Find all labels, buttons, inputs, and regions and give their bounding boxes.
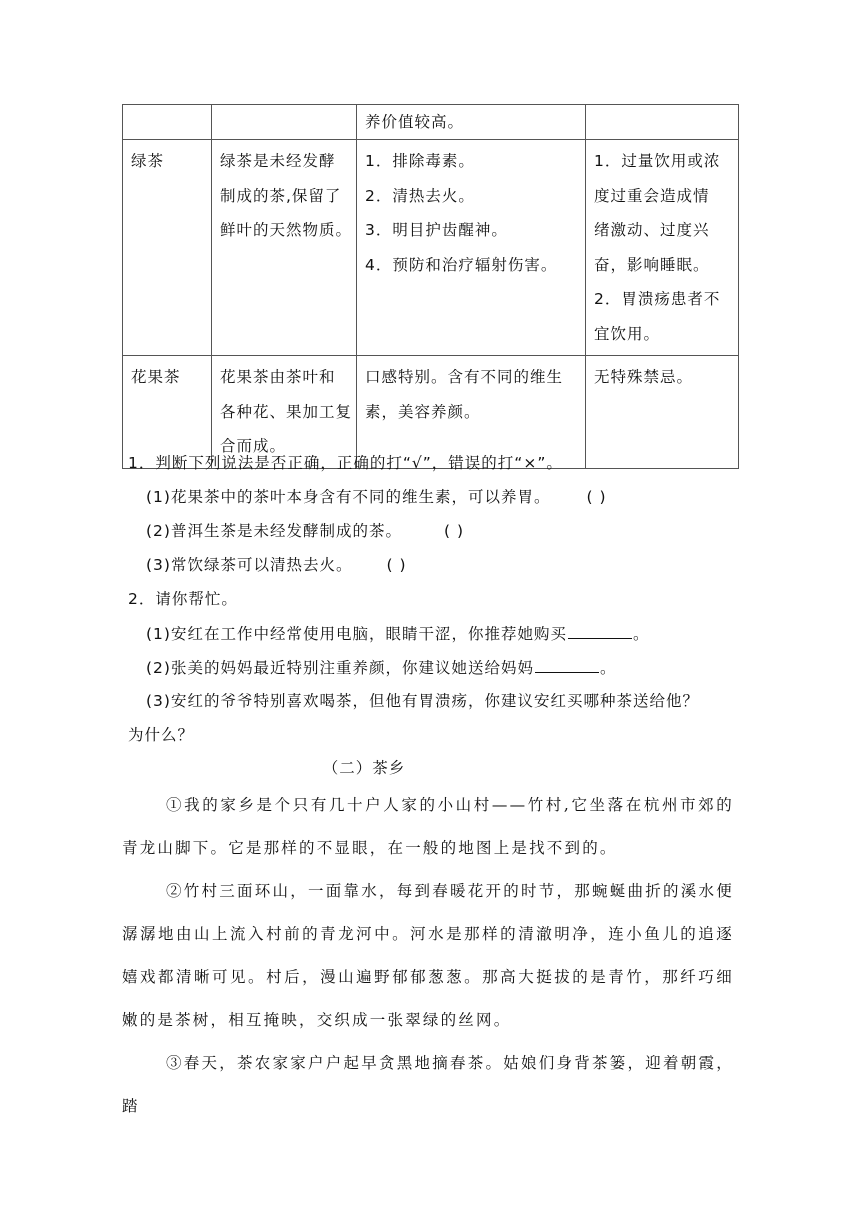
cell-text: 1．排除毒素。 bbox=[365, 152, 475, 170]
cell-text: 鲜叶的天然物质。 bbox=[220, 221, 353, 239]
cell-text: 2．胃溃疡患者不 bbox=[594, 290, 721, 308]
cell-text: 3．明目护齿醒神。 bbox=[365, 221, 508, 239]
tea-name: 花果茶 bbox=[131, 368, 181, 386]
answer-paren[interactable]: ( ) bbox=[386, 556, 407, 574]
table-cell-desc bbox=[212, 105, 357, 140]
cell-text: 绪激动、过度兴 bbox=[594, 221, 710, 239]
question-2-item-continued: 为什么？ bbox=[128, 726, 195, 744]
cell-text: 2．清热去火。 bbox=[365, 186, 475, 205]
table-cell-taboo bbox=[586, 140, 739, 356]
passage-paragraph: ③春天，茶农家家户户起早贪黑地摘春茶。姑娘们身背茶篓，迎着朝霞，踏 bbox=[122, 1054, 734, 1115]
cell-text: 奋，影响睡眠。 bbox=[594, 255, 710, 274]
table-cell-name bbox=[123, 140, 212, 356]
cell-text: 各种花、果加工复 bbox=[220, 402, 353, 421]
passage-paragraph: ②竹村三面环山，一面靠水，每到春暖花开的时节，那蜿蜒曲折的溪水便潺潺地由山上流入村前的青龙河中。河水是那样的清澈明净，连小鱼儿的追逐嬉戏都清晰可见。村后，漫山遍野郁郁葱葱。那高大挺拔的是青竹，那纤巧细嫩的是茶树，相互掩映，交织成一张翠绿的丝网。 bbox=[122, 882, 734, 1029]
statement-text: (2)普洱生茶是未经发酵制成的茶。 bbox=[146, 522, 402, 540]
table-cell-benefit bbox=[357, 140, 586, 356]
question-2-item bbox=[146, 622, 649, 645]
question-1-item bbox=[146, 520, 464, 542]
cell-text: 4．预防和治疗辐射伤害。 bbox=[365, 255, 558, 274]
passage-title: （二）茶乡 bbox=[322, 759, 406, 777]
answer-paren[interactable]: ( ) bbox=[443, 522, 464, 540]
table-row bbox=[123, 140, 739, 356]
cell-text: 花果茶由茶叶和 bbox=[220, 368, 336, 386]
cell-text: 养价值较高。 bbox=[365, 113, 465, 131]
statement-text: (3)常饮绿茶可以清热去火。 bbox=[146, 556, 353, 574]
cell-text: 合而成。 bbox=[220, 437, 287, 455]
table-cell-name bbox=[123, 105, 212, 140]
punctuation: 。 bbox=[632, 625, 650, 643]
question-1-item bbox=[146, 486, 607, 508]
cell-text: 度过重会造成情 bbox=[594, 186, 710, 205]
punctuation: 。 bbox=[599, 659, 617, 677]
cell-text: 1．过量饮用或浓 bbox=[594, 152, 721, 170]
question-1-item bbox=[146, 554, 407, 576]
question-2-item: (3)安红的爷爷特别喜欢喝茶，但他有胃溃疡，你建议安红买哪种茶送给他？ bbox=[146, 692, 699, 710]
table-cell-desc bbox=[212, 140, 357, 356]
question-text: (2)张美的妈妈最近特别注重养颜，你建议她送给妈妈 bbox=[146, 659, 534, 677]
answer-blank[interactable] bbox=[535, 656, 599, 673]
question-2-item bbox=[146, 656, 616, 679]
cell-text: 制成的茶,保留了 bbox=[220, 186, 342, 205]
tea-name: 绿茶 bbox=[131, 152, 165, 170]
answer-blank[interactable] bbox=[568, 622, 632, 639]
cell-text: 绿茶是未经发酵 bbox=[220, 152, 336, 170]
passage-paragraph: ①我的家乡是个只有几十户人家的小山村——竹村,它坐落在杭州市郊的青龙山脚下。它是那样的不显眼，在一般的地图上是找不到的。 bbox=[122, 796, 734, 857]
statement-text: (1)花果茶中的茶叶本身含有不同的维生素，可以养胃。 bbox=[146, 488, 551, 506]
question-2-title: 2．请你帮忙。 bbox=[128, 590, 238, 608]
table-cell-taboo bbox=[586, 356, 739, 469]
table-cell-taboo bbox=[586, 105, 739, 140]
question-1-title: 1．判断下列说法是否正确，正确的打“√”，错误的打“×”。 bbox=[128, 454, 563, 472]
table-row bbox=[123, 105, 739, 140]
cell-text: 宜饮用。 bbox=[594, 324, 661, 343]
question-text: (1)安红在工作中经常使用电脑，眼睛干涩，你推荐她购买 bbox=[146, 625, 567, 643]
answer-paren[interactable]: ( ) bbox=[586, 488, 607, 506]
cell-text: 素，美容养颜。 bbox=[365, 402, 481, 421]
table-cell-benefit bbox=[357, 105, 586, 140]
cell-text: 无特殊禁忌。 bbox=[594, 368, 694, 386]
cell-text: 口感特别。含有不同的维生 bbox=[365, 368, 564, 386]
tea-table bbox=[122, 104, 739, 469]
